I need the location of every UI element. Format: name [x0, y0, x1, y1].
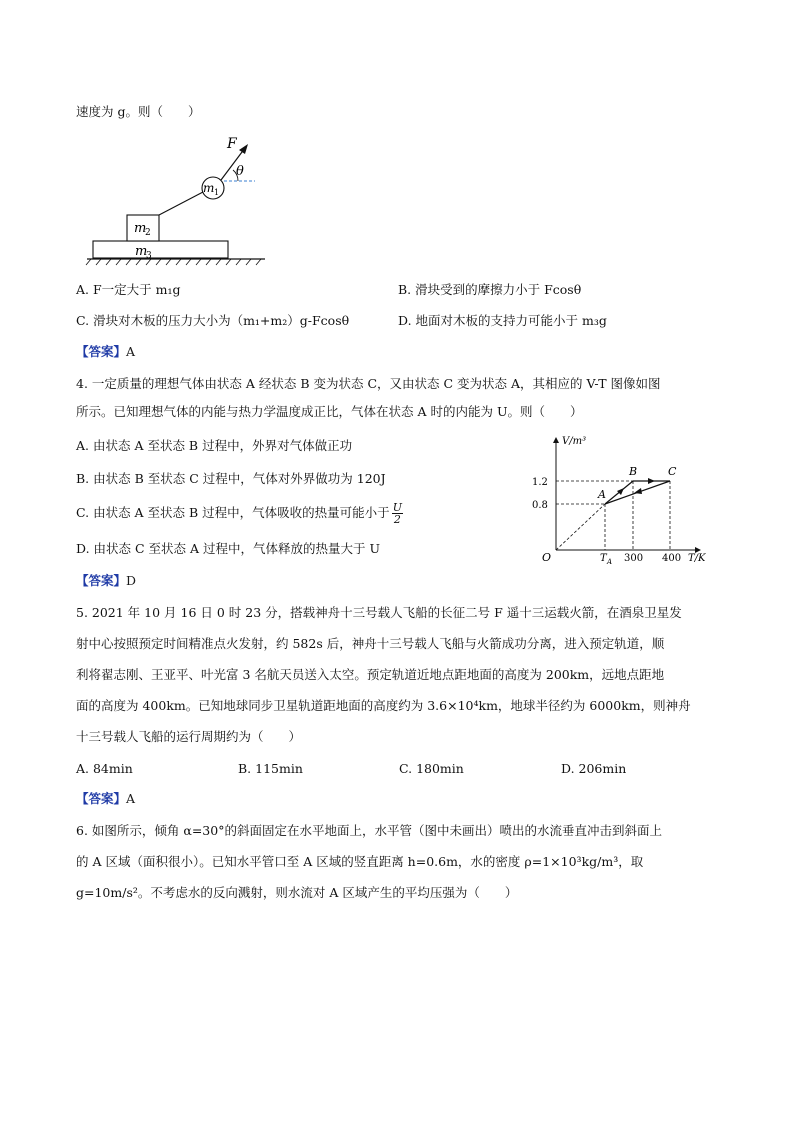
svg-text:C: C — [668, 465, 677, 478]
q4-stem-line-2: 所示。已知理想气体的内能与热力学温度成正比，气体在状态 A 时的内能为 U。则（ ） — [76, 404, 583, 419]
q4-vt-graph — [520, 430, 720, 570]
q5-option-a: A. 84min — [76, 761, 133, 776]
q4-option-d: D. 由状态 C 至状态 A 过程中，气体释放的热量大于 U — [76, 541, 381, 556]
svg-text:1.2: 1.2 — [532, 477, 548, 488]
q4-option-a: A. 由状态 A 至状态 B 过程中，外界对气体做正功 — [76, 438, 353, 453]
q3-option-c: C. 滑块对木板的压力大小为（m₁+m₂）g-Fcosθ — [76, 313, 350, 328]
answer-value: D — [126, 573, 137, 588]
q4-option-c — [76, 502, 405, 525]
svg-text:O: O — [542, 551, 552, 564]
svg-text:V/m³: V/m³ — [562, 436, 587, 447]
q4-option-b: B. 由状态 B 至状态 C 过程中，气体对外界做功为 120J — [76, 471, 386, 486]
q3-figure — [85, 130, 275, 270]
svg-text:A: A — [598, 488, 606, 501]
q5-stem-line-1: 5. 2021 年 10 月 16 日 0 时 23 分，搭载神舟十三号载人飞船的长征二号 F 遥十三运载火箭，在酒泉卫星发 — [76, 605, 682, 620]
svg-text:B: B — [629, 465, 638, 478]
q6-stem-line-3: g=10m/s²。不考虑水的反向溅射，则水流对 A 区域产生的平均压强为（ ） — [76, 885, 518, 900]
q5-stem-line-5: 十三号载人飞船的运行周期约为（ ） — [76, 729, 302, 744]
q3-option-b: B. 滑块受到的摩擦力小于 Fcosθ — [398, 282, 582, 297]
board-m3 — [93, 241, 228, 258]
intro-line: 速度为 g。则（ ） — [76, 104, 201, 119]
q6-stem-line-2: 的 A 区域（面积很小）。已知水平管口至 A 区域的竖直距离 h=0.6m，水的密度 ρ=1×10³kg/m³，取 — [76, 854, 644, 869]
q5-stem-line-3: 利将翟志刚、王亚平、叶光富 3 名航天员送入太空。预定轨道近地点距地面的高度为 200km，远地点距地 — [76, 667, 665, 682]
q5-stem-line-4: 面的高度为 400km。已知地球同步卫星轨道距地面的高度约为 3.6×10⁴km，地球半径约为 6000km，则神舟 — [76, 698, 691, 713]
q4-answer — [76, 572, 136, 590]
answer-label: 【答案】 — [76, 573, 127, 588]
svg-text:1: 1 — [214, 188, 220, 197]
svg-text:300: 300 — [624, 553, 644, 564]
answer-label: 【答案】 — [76, 344, 127, 359]
force-label: F — [227, 136, 237, 152]
q3-answer — [76, 343, 135, 361]
svg-text:A: A — [607, 558, 613, 566]
svg-text:0.8: 0.8 — [532, 500, 548, 511]
q4-option-c-text: C. 由状态 A 至状态 B 过程中，气体吸收的热量可能小于 — [76, 505, 390, 520]
svg-text:400: 400 — [662, 553, 682, 564]
q3-option-d: D. 地面对木板的支持力可能小于 m₃g — [398, 313, 607, 328]
q5-answer — [76, 790, 135, 808]
q5-stem-line-2: 射中心按照预定时间精准点火发射，约 582s 后，神舟十三号载人飞船与火箭成功分离，进入预定轨道，顺 — [76, 636, 665, 651]
q5-option-b: B. 115min — [238, 761, 303, 776]
q3-option-a: A. F一定大于 m₁g — [76, 282, 181, 297]
fraction-u-over-2: $\frac{U}{2}$ — [392, 501, 402, 526]
theta-label: θ — [236, 164, 244, 179]
svg-text:T/K: T/K — [688, 553, 706, 564]
q5-option-d: D. 206min — [561, 761, 627, 776]
q4-stem-line-1: 4. 一定质量的理想气体由状态 A 经状态 B 变为状态 C，又由状态 C 变为状态 A，其相应的 V-T 图像如图 — [76, 376, 661, 391]
svg-text:m: m — [135, 244, 148, 259]
svg-text:2: 2 — [145, 228, 151, 238]
answer-value: A — [126, 791, 136, 806]
answer-label: 【答案】 — [76, 791, 127, 806]
q6-stem-line-1: 6. 如图所示，倾角 α=30°的斜面固定在水平地面上，水平管（图中未画出）喷出的水流垂直冲击到斜面上 — [76, 823, 662, 838]
q5-option-c: C. 180min — [399, 761, 464, 776]
svg-text:T: T — [600, 553, 607, 564]
svg-text:m: m — [203, 181, 215, 195]
answer-value: A — [126, 344, 136, 359]
svg-text:3: 3 — [146, 251, 152, 261]
svg-text:m: m — [134, 221, 147, 236]
